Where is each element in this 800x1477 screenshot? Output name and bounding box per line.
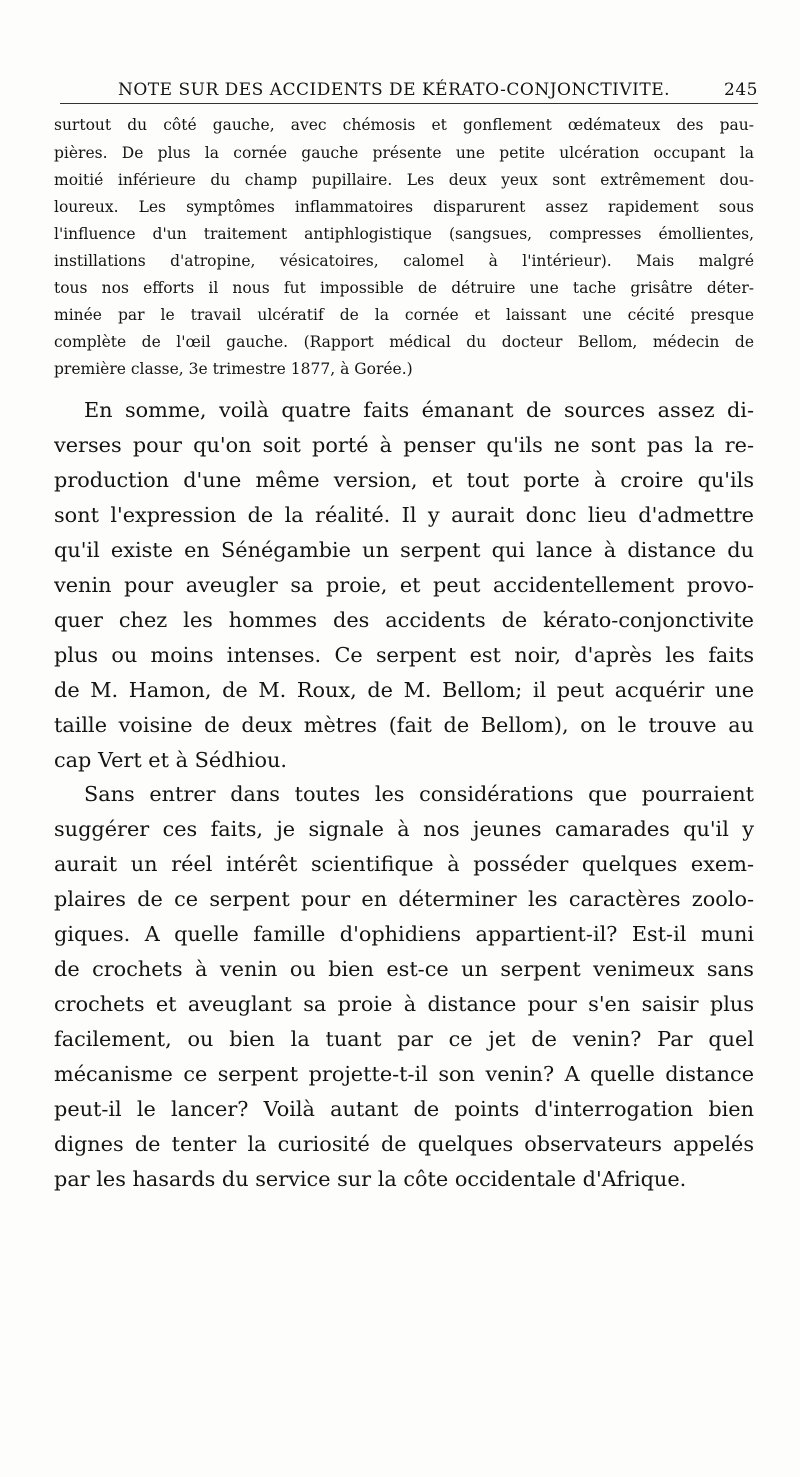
text-line: complète de l'œil gauche. (Rapport médical du docteur Bellom, médecin de [54, 333, 754, 351]
text-line: taille voisine de deux mètres (fait de Bellom), on le trouve au [54, 713, 754, 737]
text-line: moitié inférieure du champ pupillaire. Les deux yeux sont extrêmement dou- [54, 171, 754, 189]
text-line: plaires de ce serpent pour en déterminer les caractères zoolo- [54, 887, 754, 911]
text-line: production d'une même version, et tout porte à croire qu'ils [54, 468, 754, 492]
text-line: giques. A quelle famille d'ophidiens appartient-il? Est-il muni [54, 922, 754, 946]
text-line: Sans entrer dans toutes les considérations que pourraient [84, 782, 754, 806]
text-line: venin pour aveugler sa proie, et peut accidentellement provo- [54, 573, 754, 597]
text-line: surtout du côté gauche, avec chémosis et gonflement œdémateux des pau- [54, 116, 754, 134]
text-line: cap Vert et à Sédhiou. [54, 748, 288, 772]
text-line: de M. Hamon, de M. Roux, de M. Bellom; il peut acquérir une [54, 678, 754, 702]
text-line: l'influence d'un traitement antiphlogistique (sangsues, compresses émollientes, [54, 225, 754, 243]
text-line: mécanisme ce serpent projette-t-il son venin? A quelle distance [54, 1062, 754, 1086]
running-title: NOTE SUR DES ACCIDENTS DE KÉRATO-CONJONCTIVITE. [118, 80, 671, 100]
text-line: dignes de tenter la curiosité de quelques observateurs appelés [54, 1132, 754, 1156]
text-line: instillations d'atropine, vésicatoires, calomel à l'intérieur). Mais malgré [54, 252, 754, 270]
text-line: verses pour qu'on soit porté à penser qu'ils ne sont pas la re- [54, 433, 754, 457]
text-line: crochets et aveuglant sa proie à distance pour s'en saisir plus [54, 992, 754, 1016]
text-line: qu'il existe en Sénégambie un serpent qui lance à distance du [54, 538, 754, 562]
text-line: aurait un réel intérêt scientifique à posséder quelques exem- [54, 852, 754, 876]
text-line: par les hasards du service sur la côte occidentale d'Afrique. [54, 1167, 687, 1191]
running-header [60, 74, 758, 104]
text-line: En somme, voilà quatre faits émanant de sources assez di- [84, 398, 754, 422]
text-line: peut-il le lancer? Voilà autant de points d'interrogation bien [54, 1097, 754, 1121]
header-rule [60, 103, 758, 104]
text-line: plus ou moins intenses. Ce serpent est noir, d'après les faits [54, 643, 754, 667]
text-line: de crochets à venin ou bien est-ce un serpent venimeux sans [54, 957, 754, 981]
text-line: quer chez les hommes des accidents de kérato-conjonctivite [54, 608, 754, 632]
text-line: pières. De plus la cornée gauche présente une petite ulcération occupant la [54, 144, 754, 162]
text-line: facilement, ou bien la tuant par ce jet de venin? Par quel [54, 1027, 754, 1051]
text-line: sont l'expression de la réalité. Il y aurait donc lieu d'admettre [54, 503, 754, 527]
page-number: 245 [724, 80, 758, 100]
text-line: minée par le travail ulcératif de la cornée et laissant une cécité presque [54, 306, 754, 324]
text-line: tous nos efforts il nous fut impossible de détruire une tache grisâtre déter- [54, 279, 754, 297]
text-line: première classe, 3e trimestre 1877, à Gorée.) [54, 360, 413, 378]
text-line: loureux. Les symptômes inflammatoires disparurent assez rapidement sous [54, 198, 754, 216]
text-line: suggérer ces faits, je signale à nos jeunes camarades qu'il y [54, 817, 754, 841]
